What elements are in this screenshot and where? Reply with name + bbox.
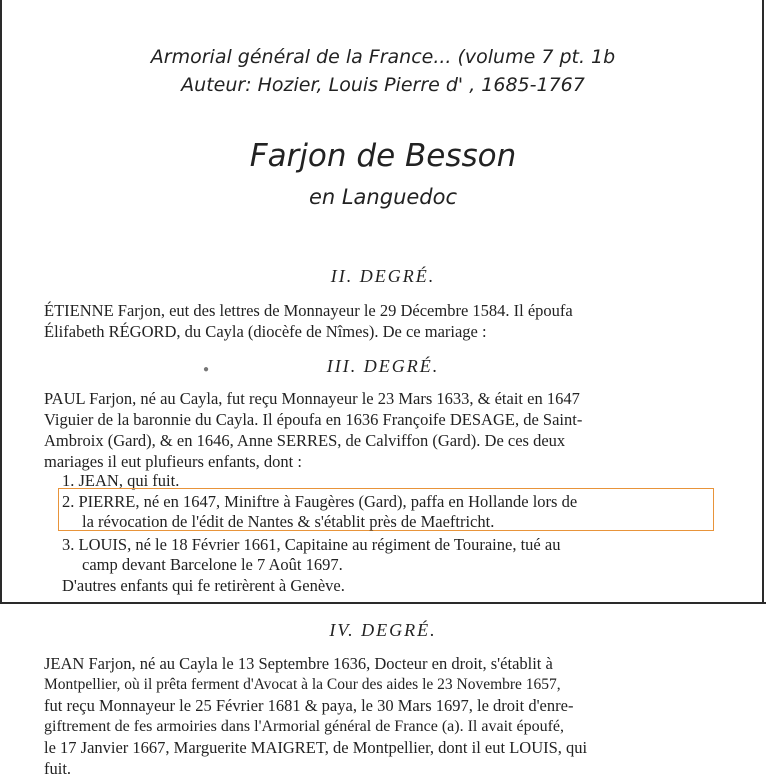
text-line: Montpellier, où il prêta ferment d'Avocat à la Cour des aides le 23 Novembre 1657, — [44, 676, 561, 693]
page-subtitle: en Languedoc — [308, 185, 458, 209]
text-line: giftrement de fes armoiries dans l'Armorial général de France (a). Il avait époufé, — [44, 718, 564, 735]
text-line: Ambroix (Gard), & en 1646, Anne SERRES, de Calviffon (Gard). De ces deux — [44, 431, 566, 450]
list-item: 1. JEAN, qui fuit. — [62, 471, 180, 490]
text-line: le 17 Janvier 1667, Marguerite MAIGRET, de Montpellier, dont il eut LOUIS, qui — [44, 738, 588, 757]
degree-heading-2: II. DEGRÉ. — [330, 266, 436, 286]
text-line: fuit. — [44, 759, 72, 778]
text-line: camp devant Barcelone le 7 Août 1697. — [82, 555, 343, 574]
text-line: PAUL Farjon, né au Cayla, fut reçu Monnayeur le 23 Mars 1633, & était en 1647 — [44, 389, 580, 408]
text-line: D'autres enfants qui fe retirèrent à Genève. — [62, 576, 345, 595]
ink-speck: ● — [203, 364, 210, 375]
source-author: Auteur: Hozier, Louis Pierre d' , 1685-1767 — [181, 74, 585, 96]
text-line: la révocation de l'édit de Nantes & s'établit près de Maeftricht. — [82, 512, 495, 531]
text-line: fut reçu Monnayeur le 25 Février 1681 & paya, le 30 Mars 1697, le droit d'enre- — [44, 696, 574, 715]
list-item: 2. PIERRE, né en 1647, Miniftre à Faugères (Gard), paffa en Hollande lors de — [62, 492, 578, 511]
text-line: JEAN Farjon, né au Cayla le 13 Septembre 1636, Docteur en droit, s'établit à — [44, 654, 553, 673]
list-item: 3. LOUIS, né le 18 Février 1661, Capitaine au régiment de Touraine, tué au — [62, 535, 561, 554]
text-line: mariages il eut plufieurs enfants, dont : — [44, 452, 302, 471]
degree-heading-4: IV. DEGRÉ. — [329, 620, 437, 640]
text-line: Viguier de la baronnie du Cayla. Il époufa en 1636 Françoife DESAGE, de Saint- — [44, 410, 583, 429]
degree-heading-3: III. DEGRÉ. — [326, 356, 440, 376]
page-title: Farjon de Besson — [249, 138, 517, 174]
source-title: Armorial général de la France... (volume 7 pt. 1b — [150, 46, 616, 68]
text-line: Élifabeth RÉGORD, du Cayla (diocèfe de Nîmes). De ce mariage : — [44, 322, 487, 341]
text-line: ÉTIENNE Farjon, eut des lettres de Monnayeur le 29 Décembre 1584. Il époufa — [44, 301, 573, 320]
frame-divider-rule — [0, 602, 766, 604]
